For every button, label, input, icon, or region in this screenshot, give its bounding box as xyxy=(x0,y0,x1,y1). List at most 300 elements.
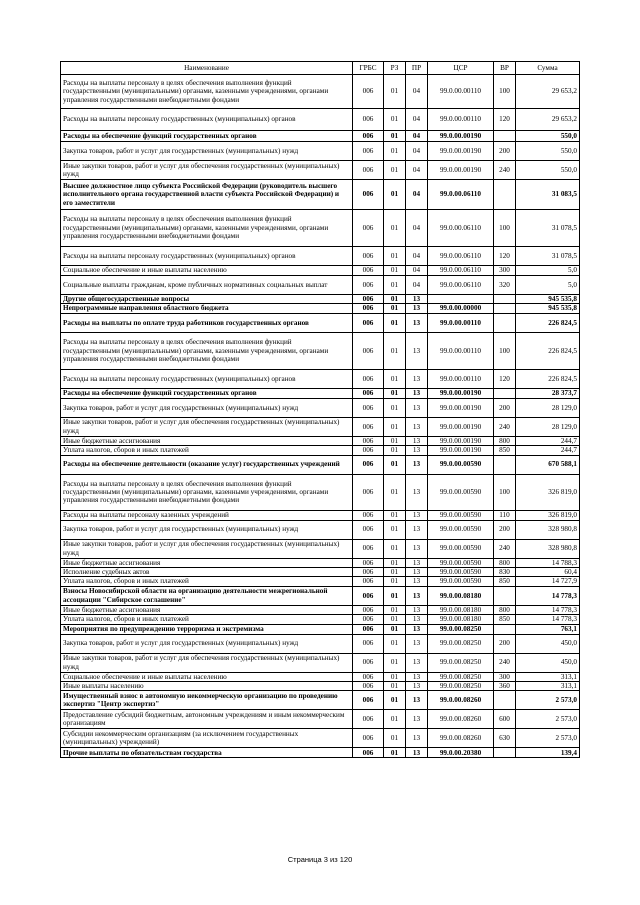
cell-vr: 200 xyxy=(494,398,516,417)
cell-grbs: 006 xyxy=(353,691,384,710)
cell-vr: 800 xyxy=(494,605,516,614)
cell-sum: 14 727,9 xyxy=(516,577,580,586)
cell-grbs: 006 xyxy=(353,180,384,210)
cell-rz: 01 xyxy=(384,398,406,417)
cell-pr: 04 xyxy=(406,266,428,276)
cell-rz: 01 xyxy=(384,109,406,131)
cell-csr: 99.0.00.08260 xyxy=(428,729,494,748)
cell-rz: 01 xyxy=(384,369,406,388)
cell-sum: 945 535,8 xyxy=(516,295,580,304)
cell-rz: 01 xyxy=(384,75,406,109)
cell-csr: 99.0.00.00110 xyxy=(428,109,494,131)
cell-name: Закупка товаров, работ и услуг для государственных (муниципальных) нужд xyxy=(61,142,353,161)
cell-sum: 945 535,8 xyxy=(516,304,580,313)
cell-rz: 01 xyxy=(384,558,406,567)
budget-table xyxy=(60,61,580,758)
cell-vr: 800 xyxy=(494,436,516,445)
cell-pr: 13 xyxy=(406,332,428,369)
table-row xyxy=(61,577,580,586)
cell-grbs: 006 xyxy=(353,539,384,558)
cell-vr: 100 xyxy=(494,210,516,247)
cell-name: Субсидии некоммерческим организациям (за исключением государственных (муниципальных) учреждений) xyxy=(61,729,353,748)
cell-grbs: 006 xyxy=(353,369,384,388)
cell-grbs: 006 xyxy=(353,388,384,398)
cell-sum: 2 573,0 xyxy=(516,729,580,748)
page-number: Страница 3 из 120 xyxy=(287,855,353,864)
cell-grbs: 006 xyxy=(353,520,384,539)
cell-csr: 99.0.00.00590 xyxy=(428,577,494,586)
cell-name: Расходы на обеспечение функций государственных органов xyxy=(61,388,353,398)
cell-vr: 240 xyxy=(494,417,516,436)
cell-sum: 328 980,8 xyxy=(516,539,580,558)
cell-sum: 29 653,2 xyxy=(516,75,580,109)
cell-vr xyxy=(494,748,516,758)
cell-vr: 120 xyxy=(494,247,516,266)
cell-pr: 13 xyxy=(406,634,428,653)
cell-csr: 99.0.00.06110 xyxy=(428,247,494,266)
cell-csr: 99.0.00.00590 xyxy=(428,455,494,474)
table-row xyxy=(61,539,580,558)
table-row xyxy=(61,653,580,672)
cell-vr: 360 xyxy=(494,682,516,691)
cell-sum: 31 083,5 xyxy=(516,180,580,210)
cell-pr: 13 xyxy=(406,615,428,624)
cell-csr: 99.0.00.08250 xyxy=(428,672,494,681)
cell-rz: 01 xyxy=(384,586,406,605)
cell-sum: 450,0 xyxy=(516,653,580,672)
cell-grbs: 006 xyxy=(353,313,384,332)
cell-rz: 01 xyxy=(384,577,406,586)
cell-sum: 14 778,3 xyxy=(516,605,580,614)
cell-name: Закупка товаров, работ и услуг для государственных (муниципальных) нужд xyxy=(61,520,353,539)
cell-pr: 13 xyxy=(406,369,428,388)
cell-vr xyxy=(494,304,516,313)
cell-rz: 01 xyxy=(384,748,406,758)
header-name: Наименование xyxy=(61,62,353,75)
cell-pr: 13 xyxy=(406,624,428,634)
cell-grbs: 006 xyxy=(353,474,384,510)
table-row xyxy=(61,586,580,605)
cell-vr: 300 xyxy=(494,672,516,681)
cell-rz: 01 xyxy=(384,276,406,295)
cell-name: Иные выплаты населению xyxy=(61,682,353,691)
table-row xyxy=(61,748,580,758)
cell-vr: 240 xyxy=(494,161,516,180)
cell-pr: 13 xyxy=(406,653,428,672)
cell-csr: 99.0.00.00590 xyxy=(428,539,494,558)
cell-grbs: 006 xyxy=(353,634,384,653)
cell-sum: 326 819,0 xyxy=(516,474,580,510)
cell-csr: 99.0.00.20380 xyxy=(428,748,494,758)
table-row xyxy=(61,295,580,304)
table-row xyxy=(61,624,580,634)
cell-pr: 04 xyxy=(406,109,428,131)
table-row xyxy=(61,398,580,417)
cell-name: Иные бюджетные ассигнования xyxy=(61,605,353,614)
cell-csr: 99.0.00.00190 xyxy=(428,417,494,436)
cell-pr: 13 xyxy=(406,710,428,729)
table-row xyxy=(61,615,580,624)
cell-name: Расходы на выплаты персоналу в целях обеспечения выполнения функций государственными (муниципальными) органами, казенными учреждениями, органами управления государственными внебюджетными фондами xyxy=(61,474,353,510)
cell-name: Расходы на выплаты персоналу казенных учреждений xyxy=(61,510,353,520)
cell-pr: 13 xyxy=(406,691,428,710)
cell-grbs: 006 xyxy=(353,455,384,474)
cell-vr: 300 xyxy=(494,266,516,276)
cell-pr: 13 xyxy=(406,417,428,436)
cell-rz: 01 xyxy=(384,539,406,558)
cell-pr: 13 xyxy=(406,436,428,445)
cell-grbs: 006 xyxy=(353,75,384,109)
cell-vr xyxy=(494,586,516,605)
cell-csr: 99.0.00.00110 xyxy=(428,369,494,388)
cell-vr xyxy=(494,624,516,634)
cell-csr: 99.0.00.08250 xyxy=(428,653,494,672)
cell-rz: 01 xyxy=(384,304,406,313)
cell-rz: 01 xyxy=(384,417,406,436)
cell-name: Расходы на обеспечение функций государственных органов xyxy=(61,131,353,142)
cell-vr: 120 xyxy=(494,369,516,388)
table-row xyxy=(61,332,580,369)
cell-rz: 01 xyxy=(384,247,406,266)
cell-pr: 13 xyxy=(406,510,428,520)
cell-vr: 120 xyxy=(494,109,516,131)
cell-csr: 99.0.00.06110 xyxy=(428,266,494,276)
table-row xyxy=(61,180,580,210)
cell-pr: 13 xyxy=(406,295,428,304)
cell-csr: 99.0.00.00590 xyxy=(428,510,494,520)
cell-vr: 200 xyxy=(494,634,516,653)
table-row xyxy=(61,446,580,455)
cell-pr: 04 xyxy=(406,210,428,247)
cell-vr: 110 xyxy=(494,510,516,520)
cell-csr: 99.0.00.00190 xyxy=(428,142,494,161)
cell-grbs: 006 xyxy=(353,210,384,247)
cell-sum: 31 078,5 xyxy=(516,247,580,266)
cell-csr: 99.0.00.00110 xyxy=(428,332,494,369)
table-row xyxy=(61,313,580,332)
cell-name: Расходы на выплаты персоналу в целях обеспечения выполнения функций государственными (муниципальными) органами, казенными учреждениями, органами управления государственными внебюджетными фондами xyxy=(61,210,353,247)
cell-grbs: 006 xyxy=(353,247,384,266)
cell-grbs: 006 xyxy=(353,568,384,577)
cell-rz: 01 xyxy=(384,682,406,691)
cell-grbs: 006 xyxy=(353,653,384,672)
cell-grbs: 006 xyxy=(353,332,384,369)
cell-grbs: 006 xyxy=(353,304,384,313)
cell-rz: 01 xyxy=(384,710,406,729)
cell-vr: 850 xyxy=(494,446,516,455)
cell-rz: 01 xyxy=(384,131,406,142)
table-row xyxy=(61,672,580,681)
cell-csr: 99.0.00.00590 xyxy=(428,474,494,510)
cell-rz: 01 xyxy=(384,142,406,161)
table-row xyxy=(61,142,580,161)
cell-sum: 2 573,0 xyxy=(516,691,580,710)
cell-rz: 01 xyxy=(384,388,406,398)
header-pr: ПР xyxy=(406,62,428,75)
cell-csr: 99.0.00.06110 xyxy=(428,210,494,247)
cell-pr: 13 xyxy=(406,672,428,681)
cell-sum: 550,0 xyxy=(516,142,580,161)
cell-vr: 850 xyxy=(494,615,516,624)
cell-sum: 60,4 xyxy=(516,568,580,577)
cell-csr: 99.0.00.06110 xyxy=(428,276,494,295)
cell-name: Расходы на выплаты персоналу в целях обеспечения выполнения функций государственными (муниципальными) органами, казенными учреждениями, органами управления государственными внебюджетными фондами xyxy=(61,332,353,369)
cell-name: Расходы на выплаты персоналу государственных (муниципальных) органов xyxy=(61,247,353,266)
cell-name: Предоставление субсидий бюджетным, автономным учреждениям и иным некоммерческим организациям xyxy=(61,710,353,729)
cell-name: Иные закупки товаров, работ и услуг для обеспечения государственных (муниципальных) нужд xyxy=(61,417,353,436)
cell-pr: 13 xyxy=(406,748,428,758)
cell-rz: 01 xyxy=(384,729,406,748)
cell-grbs: 006 xyxy=(353,558,384,567)
cell-rz: 01 xyxy=(384,295,406,304)
cell-csr: 99.0.00.08250 xyxy=(428,624,494,634)
cell-name: Иные закупки товаров, работ и услуг для обеспечения государственных (муниципальных) нужд xyxy=(61,653,353,672)
cell-csr xyxy=(428,295,494,304)
cell-vr xyxy=(494,388,516,398)
cell-grbs: 006 xyxy=(353,131,384,142)
table-row xyxy=(61,474,580,510)
cell-grbs: 006 xyxy=(353,510,384,520)
cell-vr xyxy=(494,691,516,710)
cell-name: Непрограммные направления областного бюджета xyxy=(61,304,353,313)
table-row xyxy=(61,388,580,398)
table-row xyxy=(61,210,580,247)
cell-pr: 04 xyxy=(406,180,428,210)
cell-name: Расходы на выплаты по оплате труда работников государственных органов xyxy=(61,313,353,332)
cell-rz: 01 xyxy=(384,691,406,710)
table-row xyxy=(61,131,580,142)
cell-rz: 01 xyxy=(384,436,406,445)
cell-vr: 630 xyxy=(494,729,516,748)
cell-pr: 13 xyxy=(406,558,428,567)
cell-grbs: 006 xyxy=(353,436,384,445)
cell-csr: 99.0.00.08250 xyxy=(428,682,494,691)
cell-vr: 100 xyxy=(494,75,516,109)
table-row xyxy=(61,247,580,266)
cell-sum: 326 819,0 xyxy=(516,510,580,520)
cell-name: Иные бюджетные ассигнования xyxy=(61,436,353,445)
cell-sum: 763,1 xyxy=(516,624,580,634)
cell-pr: 13 xyxy=(406,474,428,510)
cell-rz: 01 xyxy=(384,161,406,180)
table-row xyxy=(61,710,580,729)
cell-grbs: 006 xyxy=(353,624,384,634)
cell-pr: 13 xyxy=(406,539,428,558)
cell-sum: 670 588,1 xyxy=(516,455,580,474)
cell-sum: 2 573,0 xyxy=(516,710,580,729)
cell-name: Иные закупки товаров, работ и услуг для обеспечения государственных (муниципальных) нужд xyxy=(61,161,353,180)
cell-name: Высшее должностное лицо субъекта Российской Федерации (руководитель высшего исполнительного органа государственной власти субъекта Российской Федерации) и его заместители xyxy=(61,180,353,210)
cell-grbs: 006 xyxy=(353,142,384,161)
cell-name: Исполнение судебных актов xyxy=(61,568,353,577)
cell-grbs: 006 xyxy=(353,710,384,729)
cell-name: Расходы на выплаты персоналу государственных (муниципальных) органов xyxy=(61,109,353,131)
cell-pr: 04 xyxy=(406,161,428,180)
cell-pr: 13 xyxy=(406,605,428,614)
cell-sum: 5,0 xyxy=(516,276,580,295)
cell-name: Социальные выплаты гражданам, кроме публичных нормативных социальных выплат xyxy=(61,276,353,295)
cell-sum: 14 788,3 xyxy=(516,558,580,567)
cell-sum: 226 824,5 xyxy=(516,313,580,332)
table-row xyxy=(61,304,580,313)
cell-pr: 04 xyxy=(406,75,428,109)
cell-sum: 28 129,0 xyxy=(516,398,580,417)
cell-sum: 5,0 xyxy=(516,266,580,276)
cell-pr: 04 xyxy=(406,131,428,142)
cell-csr: 99.0.00.00190 xyxy=(428,446,494,455)
cell-sum: 244,7 xyxy=(516,436,580,445)
header-vr: ВР xyxy=(494,62,516,75)
cell-name: Имущественный взнос в автономную некоммерческую организацию по проведению экспертиз "Центр экспертиз" xyxy=(61,691,353,710)
table-row xyxy=(61,520,580,539)
cell-name: Социальное обеспечение и иные выплаты населению xyxy=(61,266,353,276)
cell-grbs: 006 xyxy=(353,615,384,624)
cell-vr: 830 xyxy=(494,568,516,577)
cell-name: Иные бюджетные ассигнования xyxy=(61,558,353,567)
table-row xyxy=(61,691,580,710)
cell-pr: 13 xyxy=(406,586,428,605)
header-sum: Сумма xyxy=(516,62,580,75)
cell-pr: 04 xyxy=(406,276,428,295)
cell-pr: 13 xyxy=(406,446,428,455)
cell-rz: 01 xyxy=(384,672,406,681)
cell-sum: 550,0 xyxy=(516,131,580,142)
cell-grbs: 006 xyxy=(353,266,384,276)
cell-sum: 28 373,7 xyxy=(516,388,580,398)
table-header-row xyxy=(61,62,580,75)
cell-vr: 850 xyxy=(494,577,516,586)
cell-grbs: 006 xyxy=(353,276,384,295)
cell-csr: 99.0.00.00190 xyxy=(428,436,494,445)
cell-sum: 550,0 xyxy=(516,161,580,180)
cell-grbs: 006 xyxy=(353,417,384,436)
cell-rz: 01 xyxy=(384,313,406,332)
cell-csr: 99.0.00.08180 xyxy=(428,605,494,614)
cell-sum: 139,4 xyxy=(516,748,580,758)
cell-name: Расходы на выплаты персоналу в целях обеспечения выполнения функций государственными (муниципальными) органами, казенными учреждениями, органами управления государственными внебюджетными фондами xyxy=(61,75,353,109)
cell-name: Другие общегосударственные вопросы xyxy=(61,295,353,304)
cell-rz: 01 xyxy=(384,634,406,653)
cell-name: Уплата налогов, сборов и иных платежей xyxy=(61,615,353,624)
cell-rz: 01 xyxy=(384,653,406,672)
cell-vr: 200 xyxy=(494,520,516,539)
cell-vr: 240 xyxy=(494,653,516,672)
cell-vr: 800 xyxy=(494,558,516,567)
cell-pr: 04 xyxy=(406,247,428,266)
cell-csr: 99.0.00.08260 xyxy=(428,710,494,729)
cell-pr: 13 xyxy=(406,568,428,577)
cell-csr: 99.0.00.00590 xyxy=(428,558,494,567)
cell-rz: 01 xyxy=(384,455,406,474)
cell-pr: 13 xyxy=(406,520,428,539)
cell-grbs: 006 xyxy=(353,586,384,605)
cell-sum: 313,1 xyxy=(516,682,580,691)
cell-sum: 328 980,8 xyxy=(516,520,580,539)
cell-sum: 29 653,2 xyxy=(516,109,580,131)
cell-rz: 01 xyxy=(384,520,406,539)
header-rz: РЗ xyxy=(384,62,406,75)
cell-name: Расходы на обеспечение деятельности (оказание услуг) государственных учреждений xyxy=(61,455,353,474)
cell-grbs: 006 xyxy=(353,748,384,758)
cell-grbs: 006 xyxy=(353,577,384,586)
cell-rz: 01 xyxy=(384,180,406,210)
table-row xyxy=(61,369,580,388)
table-row xyxy=(61,417,580,436)
cell-rz: 01 xyxy=(384,615,406,624)
table-row xyxy=(61,605,580,614)
cell-vr xyxy=(494,455,516,474)
cell-pr: 13 xyxy=(406,729,428,748)
cell-csr: 99.0.00.08180 xyxy=(428,586,494,605)
table-row xyxy=(61,729,580,748)
table-row xyxy=(61,682,580,691)
table-row xyxy=(61,109,580,131)
cell-csr: 99.0.00.00190 xyxy=(428,131,494,142)
cell-name: Расходы на выплаты персоналу государственных (муниципальных) органов xyxy=(61,369,353,388)
table-row xyxy=(61,276,580,295)
cell-rz: 01 xyxy=(384,210,406,247)
cell-grbs: 006 xyxy=(353,109,384,131)
cell-grbs: 006 xyxy=(353,295,384,304)
cell-rz: 01 xyxy=(384,510,406,520)
cell-sum: 14 778,3 xyxy=(516,586,580,605)
cell-name: Социальное обеспечение и иные выплаты населению xyxy=(61,672,353,681)
cell-vr xyxy=(494,295,516,304)
cell-sum: 450,0 xyxy=(516,634,580,653)
table-row xyxy=(61,436,580,445)
cell-name: Уплата налогов, сборов и иных платежей xyxy=(61,446,353,455)
table-row xyxy=(61,455,580,474)
cell-csr: 99.0.00.00190 xyxy=(428,388,494,398)
cell-vr xyxy=(494,313,516,332)
cell-grbs: 006 xyxy=(353,729,384,748)
cell-pr: 13 xyxy=(406,455,428,474)
cell-name: Уплата налогов, сборов и иных платежей xyxy=(61,577,353,586)
cell-vr: 100 xyxy=(494,474,516,510)
cell-grbs: 006 xyxy=(353,605,384,614)
table-row xyxy=(61,266,580,276)
cell-name: Мероприятия по предупреждению терроризма и экстремизма xyxy=(61,624,353,634)
cell-vr: 240 xyxy=(494,539,516,558)
cell-rz: 01 xyxy=(384,624,406,634)
cell-vr: 320 xyxy=(494,276,516,295)
cell-name: Закупка товаров, работ и услуг для государственных (муниципальных) нужд xyxy=(61,634,353,653)
cell-sum: 244,7 xyxy=(516,446,580,455)
table-row xyxy=(61,558,580,567)
cell-vr xyxy=(494,131,516,142)
cell-vr xyxy=(494,180,516,210)
table-row xyxy=(61,75,580,109)
cell-pr: 13 xyxy=(406,577,428,586)
cell-vr: 200 xyxy=(494,142,516,161)
cell-rz: 01 xyxy=(384,605,406,614)
cell-vr: 100 xyxy=(494,332,516,369)
cell-vr: 600 xyxy=(494,710,516,729)
cell-pr: 13 xyxy=(406,313,428,332)
cell-csr: 99.0.00.08180 xyxy=(428,615,494,624)
cell-rz: 01 xyxy=(384,568,406,577)
cell-csr: 99.0.00.00190 xyxy=(428,161,494,180)
cell-pr: 04 xyxy=(406,142,428,161)
table-row xyxy=(61,634,580,653)
cell-rz: 01 xyxy=(384,266,406,276)
cell-grbs: 006 xyxy=(353,672,384,681)
cell-grbs: 006 xyxy=(353,398,384,417)
cell-pr: 13 xyxy=(406,304,428,313)
table-body xyxy=(61,75,580,758)
table-row xyxy=(61,510,580,520)
cell-grbs: 006 xyxy=(353,682,384,691)
